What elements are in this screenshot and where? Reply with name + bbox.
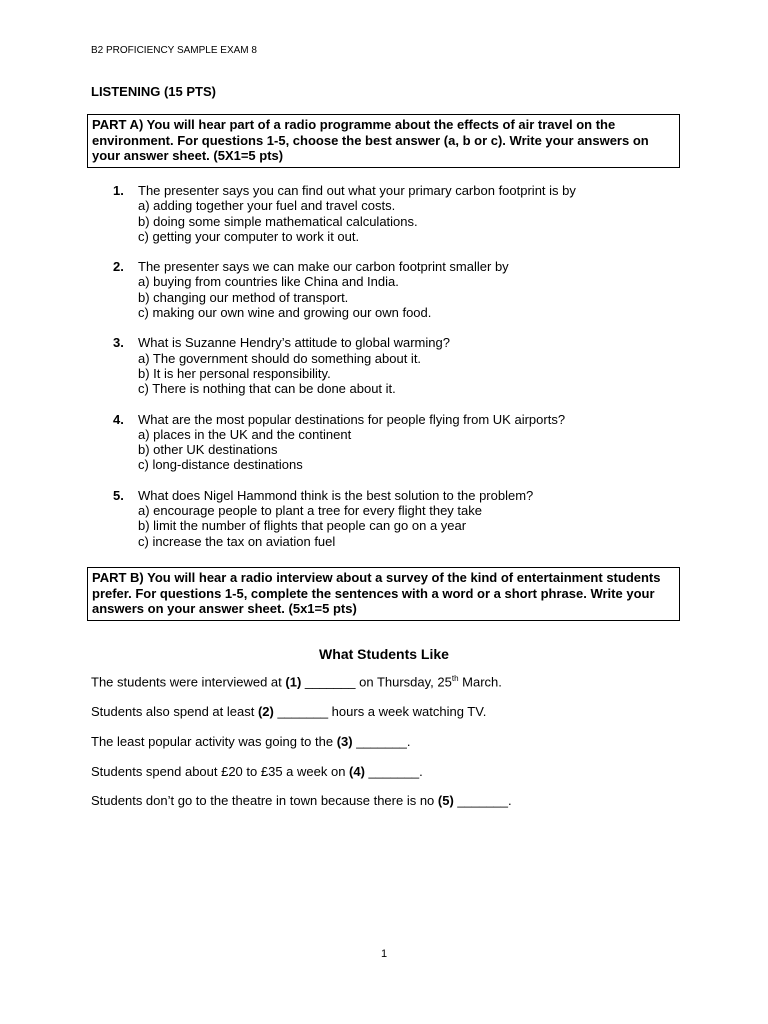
sentence-text: _______ on Thursday, 25	[301, 674, 452, 690]
question-number: 2.	[113, 259, 124, 275]
option-c: c) making our own wine and growing our own food.	[138, 305, 432, 321]
blank-number: (4)	[349, 764, 365, 779]
sentence-completion	[91, 674, 502, 689]
option-a: a) The government should do something about it.	[138, 350, 422, 366]
sentence-text: Students also spend at least	[91, 704, 258, 719]
question-number: 5.	[113, 487, 124, 503]
sentence-text: _______.	[352, 734, 411, 749]
sentence-text: The students were interviewed at	[91, 674, 286, 690]
sentence-text: _______.	[453, 793, 512, 808]
option-b: b) changing our method of transport.	[138, 289, 349, 305]
sentence-completion	[91, 734, 410, 749]
sentence-text: The least popular activity was going to the	[91, 734, 337, 749]
question-number: 1.	[113, 183, 124, 198]
sentence-text: _______ hours a week watching TV.	[273, 704, 487, 719]
option-a: a) encourage people to plant a tree for every flight they take	[138, 503, 482, 519]
sentence-completion	[91, 704, 486, 719]
option-b: b) doing some simple mathematical calculations.	[138, 213, 418, 229]
question-text: What does Nigel Hammond think is the best solution to the problem?	[138, 487, 534, 503]
option-b: b) It is her personal responsibility.	[138, 365, 331, 381]
option-a: a) places in the UK and the continent	[138, 426, 352, 442]
option-a: a) buying from countries like China and India.	[138, 274, 399, 290]
question-text: The presenter says you can find out what your primary carbon footprint is by	[138, 183, 576, 198]
question-item	[108, 259, 668, 320]
question-item	[108, 412, 668, 473]
sentence-text: Students spend about £20 to £35 a week on	[91, 764, 350, 779]
option-c: c) getting your computer to work it out.	[138, 228, 360, 244]
page-number: 1	[380, 948, 388, 960]
page-header: B2 PROFICIENCY SAMPLE EXAM 8	[91, 45, 257, 56]
option-c: c) There is nothing that can be done about it.	[138, 381, 396, 397]
sentence-text: Students don’t go to the theatre in town because there is no	[91, 793, 438, 808]
blank-number: (1)	[285, 674, 302, 690]
option-b: b) limit the number of flights that people can go on a year	[138, 518, 467, 534]
question-item	[108, 183, 668, 244]
blank-number: (5)	[437, 793, 454, 808]
part-b-title: What Students Like	[319, 646, 449, 662]
question-text: What is Suzanne Hendry’s attitude to global warming?	[138, 335, 450, 351]
blank-number: (3)	[336, 734, 353, 749]
sentence-text: _______.	[364, 764, 423, 779]
ordinal-suffix: th	[451, 674, 459, 683]
question-list	[108, 183, 668, 564]
option-b: b) other UK destinations	[138, 442, 278, 458]
question-text: The presenter says we can make our carbon footprint smaller by	[138, 259, 509, 275]
question-text: What are the most popular destinations for people flying from UK airports?	[138, 411, 566, 427]
sentence-text: March.	[458, 674, 502, 690]
question-item	[108, 488, 668, 549]
question-number: 4.	[113, 411, 124, 427]
blank-number: (2)	[257, 704, 274, 719]
question-item	[108, 335, 668, 396]
part-b-instructions: PART B) You will hear a radio interview about a survey of the kind of entertainment students prefer. For questions 1-5, complete the sentences with a word or a short phrase. Write your answers on your answer sheet. (5x1=5 pts)	[87, 567, 680, 621]
question-number: 3.	[113, 335, 124, 351]
sentence-completion	[91, 793, 512, 808]
section-title: LISTENING (15 PTS)	[91, 84, 216, 99]
option-c: c) increase the tax on aviation fuel	[138, 533, 336, 549]
sentence-completion	[91, 764, 423, 779]
option-c: c) long-distance destinations	[138, 457, 303, 473]
option-a: a) adding together your fuel and travel costs.	[138, 198, 396, 214]
part-a-instructions: PART A) You will hear part of a radio programme about the effects of air travel on the environment. For questions 1-5, choose the best answer (a, b or c). Write your answers on your answer sheet. (5X1=5 pts)	[87, 114, 680, 168]
